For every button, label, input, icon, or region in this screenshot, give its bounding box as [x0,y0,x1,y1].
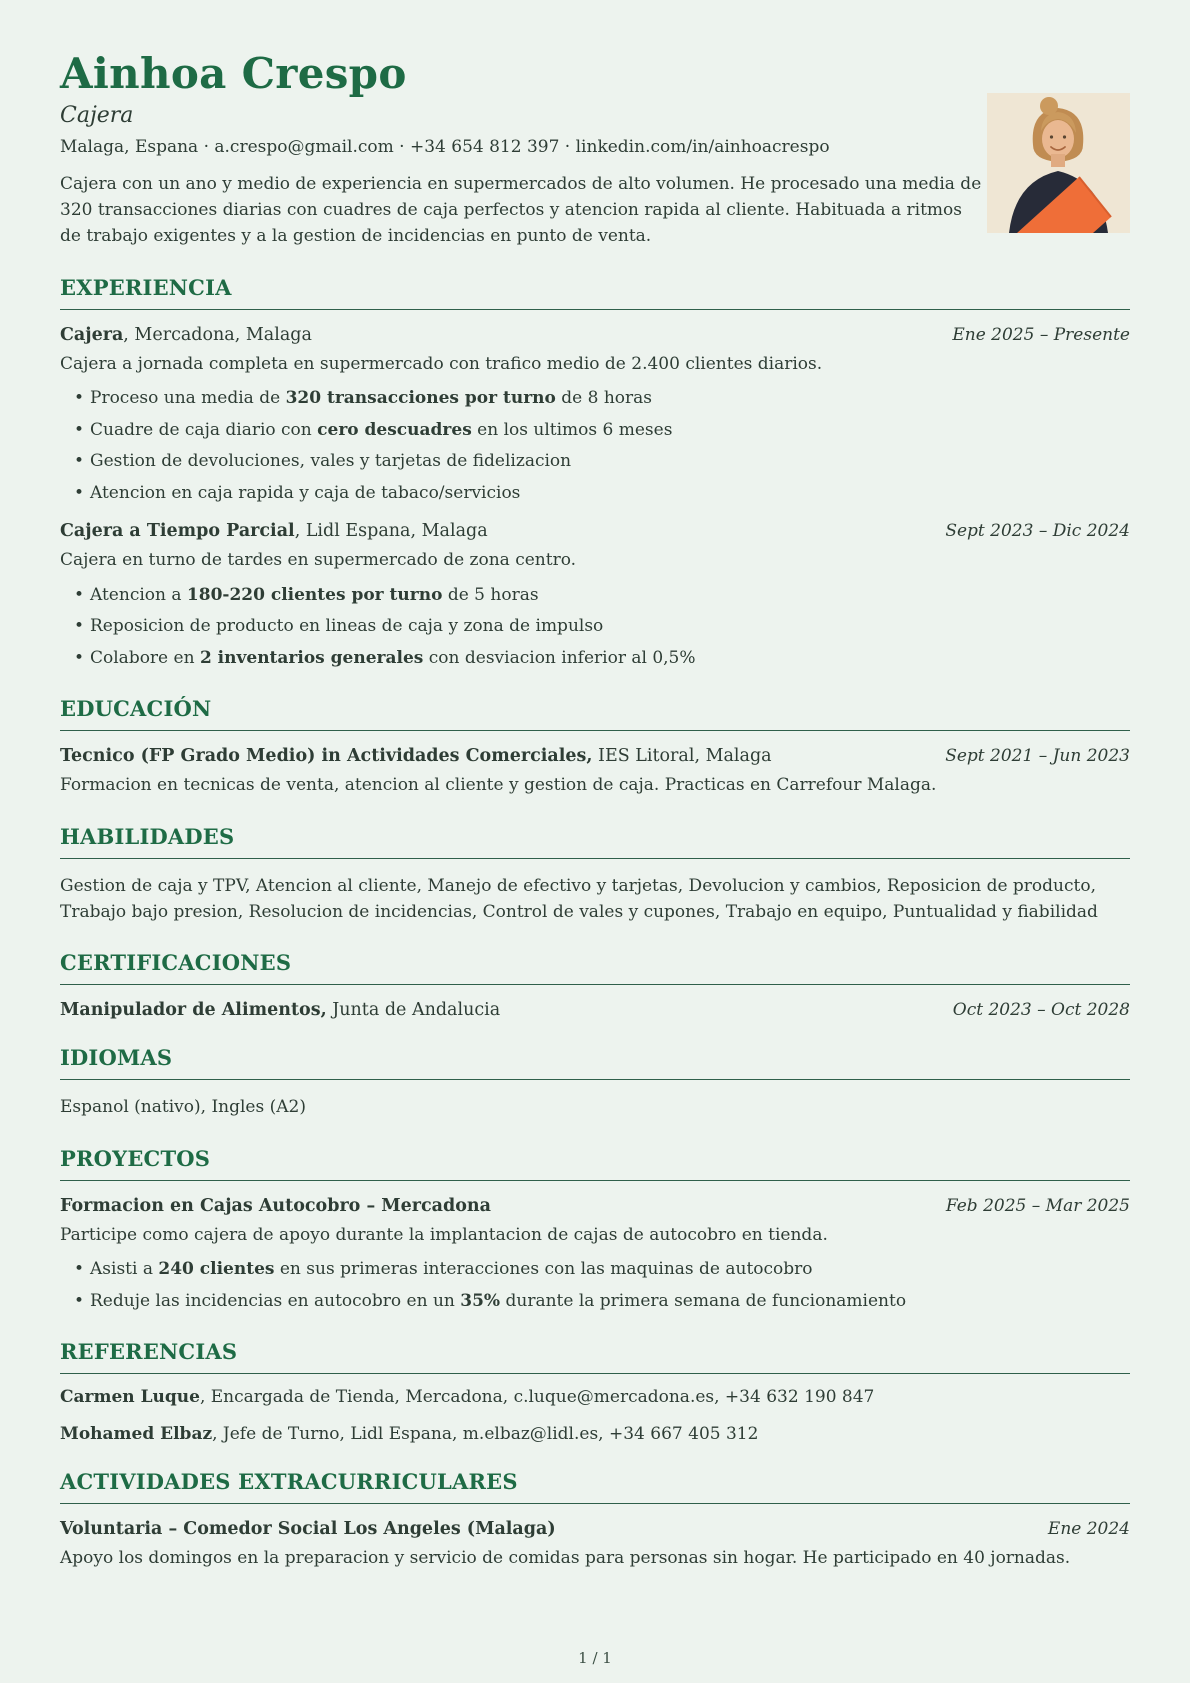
bullet-item [74,583,1130,609]
bullet-list [60,386,1130,506]
entry-date: Ene 2025 – Presente [952,324,1130,345]
activity-description: Apoyo los domingos en la preparacion y servicio de comidas para personas sin hogar. He participado en 40 jornadas. [60,1548,1071,1569]
entry-title [60,325,312,345]
bullet-text: Reduje las incidencias en autocobro en un [90,1290,461,1311]
profile-summary: Cajera con un ano y medio de experiencia en supermercados de alto volumen. He procesado una media de 320 transacciones diarias con cuadres de caja perfectos y atencion rapida al cliente. Habituada a ritmos de trabajo exigentes y a la gestion de incidencias en punto de venta. [60,174,982,246]
person-job-title: Cajera [60,103,134,129]
job-title-rest: , Mercadona, Malaga [123,324,312,345]
skills-text: Gestion de caja y TPV, Atencion al cliente, Manejo de efectivo y tarjetas, Devolucion y cambios, Reposicion de producto, Trabajo bajo presion, Resolucion de incidencias, Control de vales y cupones, Trabajo en equipo, Puntualidad y fiabilidad [60,875,1098,923]
entry-head [60,325,1130,345]
bullet-text: Atencion a [90,584,187,605]
contact-line: Malaga, Espana · a.crespo@gmail.com · +34 654 812 397 · linkedin.com/in/ainhoacrespo [60,137,830,158]
section-heading-actividades: ACTIVIDADES EXTRACURRICULARES [60,1469,1130,1504]
bullet-icon: • [74,388,85,409]
bullet-item [74,614,1130,640]
job-title-bold: Cajera [60,324,124,345]
bullet-text: Colabore en [90,647,200,668]
entry-head [60,1519,1130,1539]
bullet-icon: • [74,647,85,668]
section-heading-experiencia: EXPERIENCIA [60,275,1130,310]
page-indicator: 1 / 1 [578,1649,612,1667]
section-skills [60,824,1130,926]
degree-title [60,746,772,766]
bullet-bold: cero descuadres [317,419,472,440]
header [60,50,1130,250]
languages-text: Espanol (nativo), Ingles (A2) [60,1097,306,1118]
bullet-bold: 2 inventarios generales [199,647,424,668]
bullet-text: Atencion en caja rapida y caja de tabaco/servicios [90,482,521,503]
degree-bold: Tecnico (FP Grado Medio) in Actividades Comerciales, [60,746,593,767]
bullet-item [74,418,1130,444]
experience-entry-mercadona [60,325,1130,507]
project-entry [60,1196,1130,1315]
entry-date: Sept 2023 – Dic 2024 [945,521,1130,542]
section-references [60,1339,1130,1444]
certification-rest: Junta de Andalucia [326,1000,501,1021]
bullet-text: de 5 horas [442,584,539,605]
job-title-bold: Cajera a Tiempo Parcial [60,521,295,542]
reference-item [60,1424,1130,1444]
section-projects [60,1146,1130,1315]
bullet-item [74,449,1130,475]
reference-name: Carmen Luque [60,1387,200,1408]
certification-title [60,1000,500,1020]
reference-details: , Jefe de Turno, Lidl Espana, m.elbaz@lidl.es, +34 667 405 312 [212,1424,759,1445]
project-description: Participe como cajera de apoyo durante la implantacion de cajas de autocobro en tienda. [60,1224,828,1245]
bullet-text: Gestion de devoluciones, vales y tarjetas de fidelizacion [90,451,572,472]
degree-rest: IES Litoral, Malaga [592,746,772,767]
bullet-bold: 320 transacciones por turno [285,388,556,409]
profile-photo [987,93,1130,233]
section-languages [60,1045,1130,1120]
profile-photo-illustration [987,93,1130,233]
project-title [60,1196,491,1216]
header-text [60,50,985,250]
entry-date: Oct 2023 – Oct 2028 [952,1000,1130,1021]
reference-item [60,1387,1130,1407]
bullet-item [74,386,1130,412]
entry-head [60,521,1130,541]
entry-title [60,521,488,541]
reference-name: Mohamed Elbaz [60,1424,213,1445]
person-name: Ainhoa Crespo [60,49,407,98]
bullet-list [60,583,1130,672]
section-heading-idiomas: IDIOMAS [60,1045,1130,1080]
activity-title [60,1519,556,1539]
bullet-item [74,1257,1130,1283]
section-activities [60,1469,1130,1572]
section-certifications [60,950,1130,1020]
bullet-list [60,1257,1130,1314]
bullet-text: en sus primeras interacciones con las maquinas de autocobro [274,1259,813,1280]
bullet-item [74,1289,1130,1315]
section-heading-referencias: REFERENCIAS [60,1339,1130,1374]
bullet-bold: 180-220 clientes por turno [186,584,443,605]
bullet-icon: • [74,451,85,472]
experience-entry-lidl [60,521,1130,671]
entry-date: Feb 2025 – Mar 2025 [945,1195,1130,1216]
section-education [60,696,1130,799]
bullet-bold: 240 clientes [158,1259,275,1280]
certification-bold: Manipulador de Alimentos, [60,1000,327,1021]
bullet-text: de 8 horas [555,388,653,409]
bullet-text: en los ultimos 6 meses [471,419,673,440]
education-description: Formacion en tecnicas de venta, atencion al cliente y gestion de caja. Practicas en Carrefour Malaga. [60,775,937,796]
bullet-text: Reposicion de producto en lineas de caja y zona de impulso [90,616,604,637]
job-title-rest: , Lidl Espana, Malaga [294,521,488,542]
entry-description: Cajera en turno de tardes en supermercado de zona centro. [60,550,577,571]
bullet-icon: • [74,419,85,440]
bullet-icon: • [74,1259,85,1280]
project-title-bold: Formacion en Cajas Autocobro – Mercadona [60,1195,491,1216]
bullet-text: Cuadre de caja diario con [90,419,318,440]
entry-head [60,1000,1130,1020]
section-heading-educacion: EDUCACIÓN [60,696,1130,731]
section-heading-certificaciones: CERTIFICACIONES [60,950,1130,985]
bullet-item [74,481,1130,507]
section-heading-habilidades: HABILIDADES [60,824,1130,859]
bullet-text: Asisti a [90,1259,159,1280]
bullet-icon: • [74,616,85,637]
bullet-icon: • [74,584,85,605]
reference-details: , Encargada de Tienda, Mercadona, c.luque@mercadona.es, +34 632 190 847 [199,1387,875,1408]
bullet-item [74,646,1130,672]
bullet-icon: • [74,482,85,503]
entry-head [60,746,1130,766]
section-heading-proyectos: PROYECTOS [60,1146,1130,1181]
section-experience [60,275,1130,672]
entry-description: Cajera a jornada completa en supermercado con trafico medio de 2.400 clientes diarios. [60,353,823,374]
entry-date: Ene 2024 [1047,1519,1130,1540]
activity-title-bold: Voluntaria – Comedor Social Los Angeles (Malaga) [60,1519,556,1540]
entry-date: Sept 2021 – Jun 2023 [945,746,1130,767]
bullet-text: Proceso una media de [90,388,286,409]
bullet-text: con desviacion inferior al 0,5% [423,647,696,668]
bullet-text: durante la primera semana de funcionamiento [500,1290,907,1311]
entry-head [60,1196,1130,1216]
bullet-icon: • [74,1290,85,1311]
bullet-bold: 35% [460,1290,501,1311]
